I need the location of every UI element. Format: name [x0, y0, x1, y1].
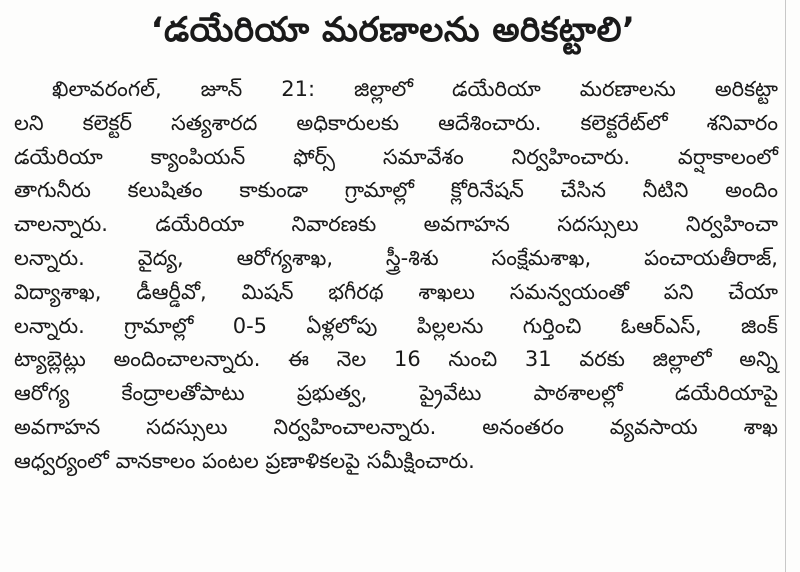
article-line: తాగునీరు కలుషితం కాకుండా గ్రామాల్లో క్లోరినేషన్ చేసిన నీటిని అందిం: [14, 178, 778, 203]
article-line: లన్నారు. వైద్య, ఆరోగ్యశాఖ, స్త్రీ-శిశు సంక్షేమశాఖ, పంచాయతీరాజ్,: [14, 245, 778, 270]
article-line: లన్నారు. గ్రామాల్లో 0-5 ఏళ్లలోపు పిల్లలను గుర్తించి ఓఆర్ఎస్, జింక్: [14, 313, 778, 338]
article-line: ఖిలావరంగల్, జూన్ 21: జిల్లాలో డయేరియా మరణాలను అరికట్టా: [52, 77, 778, 101]
article-line: ఆధ్వర్యంలో వానకాలం పంటల ప్రణాళికలపై సమీక్షించారు.: [14, 448, 475, 473]
article-line: డయేరియా క్యాంపియన్ ఫోర్స్ సమావేశం నిర్వహించారు. వర్షాకాలంలో: [14, 144, 778, 169]
article-line: విద్యాశాఖ, డీఆర్డీవో, మిషన్ భగీరథ శాఖలు సమన్వయంతో పని చేయా: [14, 279, 778, 304]
article-headline: ‘డయేరియా మరణాలను అరికట్టాలి’: [150, 10, 636, 50]
article-line: అవగాహన సదస్సులు నిర్వహించాలన్నారు. అనంతరం వ్యవసాయ శాఖ: [14, 414, 778, 439]
column-divider: [785, 0, 786, 572]
article-line: ట్యాబ్లెట్లు అందించాలన్నారు. ఈ నెల 16 నుంచి 31 వరకు జిల్లాలో అన్ని: [14, 347, 778, 372]
article-line: చాలన్నారు. డయేరియా నివారణకు అవగాహన సదస్సులు నిర్వహించా: [14, 212, 778, 237]
article-line: ఆరోగ్య కేంద్రాలతోపాటు ప్రభుత్వ, ప్రైవేటు పాఠశాలల్లో డయేరియాపై: [14, 381, 778, 406]
article-body: [14, 73, 778, 479]
article-line: లని కలెక్టర్ సత్యశారద అధికారులకు ఆదేశించారు. కలెక్టరేట్‌లో శనివారం: [14, 110, 778, 135]
